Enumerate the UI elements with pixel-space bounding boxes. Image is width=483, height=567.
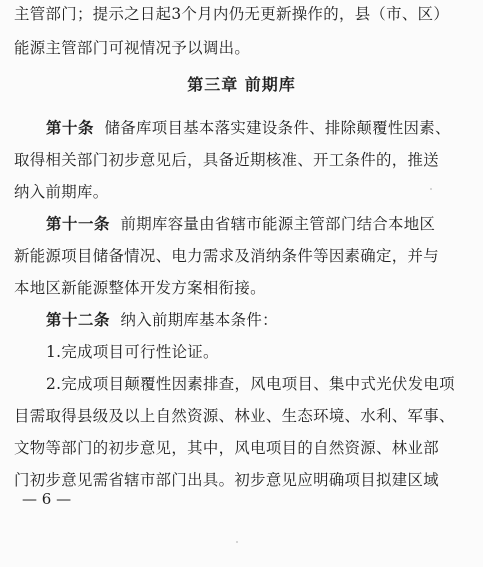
text-line: 能源主管部门可视情况予以调出。 bbox=[14, 39, 251, 57]
text-line: 新能源项目储备情况、电力需求及消纳条件等因素确定，并与 bbox=[14, 247, 439, 265]
text-line: 文物等部门的初步意见，其中，风电项目的自然资源、林业部 bbox=[14, 439, 439, 457]
text-line: 主管部门；提示之日起3个月内仍无更新操作的，县（市、区） bbox=[14, 5, 450, 23]
list-item-1: 1.完成项目可行性论证。 bbox=[46, 343, 219, 361]
scan-speck bbox=[430, 188, 432, 190]
text-line: 纳入前期库。 bbox=[14, 183, 109, 201]
list-item-2: 2.完成项目颠覆性因素排查，风电项目、集中式光伏发电项 bbox=[46, 375, 455, 393]
article-10-label: 第十条 bbox=[46, 119, 94, 137]
article-10-text: 储备库项目基本落实建设条件、排除颠覆性因素、 bbox=[104, 119, 451, 137]
chapter-heading: 第三章 前期库 bbox=[187, 75, 296, 94]
article-11-label: 第十一条 bbox=[46, 215, 110, 233]
scan-speck bbox=[236, 541, 238, 543]
text-line: 取得相关部门初步意见后，具备近期核准、开工条件的，推送 bbox=[14, 151, 439, 169]
text-line: 目需取得县级及以上自然资源、林业、生态环境、水利、军事、 bbox=[14, 407, 455, 425]
article-11-first-line bbox=[46, 214, 435, 234]
page-number: — 6 — bbox=[22, 490, 72, 508]
article-12-label: 第十二条 bbox=[46, 311, 110, 329]
article-10-first-line bbox=[46, 118, 451, 138]
article-11-text: 前期库容量由省辖市能源主管部门结合本地区 bbox=[120, 215, 436, 233]
article-12-first-line bbox=[46, 310, 278, 330]
text-line: 门初步意见需省辖市部门出具。初步意见应明确项目拟建区域 bbox=[14, 471, 439, 489]
article-12-text: 纳入前期库基本条件： bbox=[120, 311, 278, 329]
text-line: 本地区新能源整体开发方案相衔接。 bbox=[14, 279, 266, 297]
